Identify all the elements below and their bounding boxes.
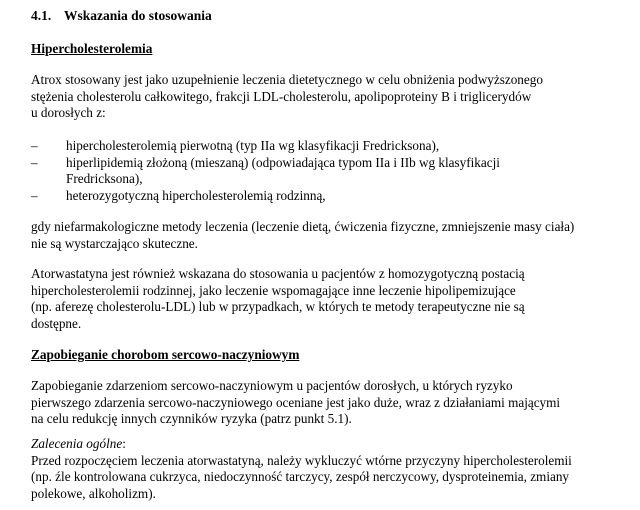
section-number: 4.1. (31, 8, 52, 23)
indication-list (31, 138, 500, 204)
general-label-line (31, 436, 572, 453)
general-recommendations-paragraph (31, 436, 572, 502)
homozygous-paragraph (31, 266, 525, 332)
list-item-text: hipercholesterolemią pierwotną (typ IIa wg klasyfikacji Fredricksona), (66, 138, 440, 153)
paragraph-line: (np. aferezę cholesterolu-LDL) lub w przypadkach, w których te metody terapeutyczne nie są (31, 299, 525, 314)
paragraph-line: (np. źle kontrolowana cukrzyca, niedoczynność tarczycy, zespół nerczycowy, dysproteinemia, zmiany (31, 469, 570, 484)
condition-paragraph (31, 219, 574, 252)
paragraph-line: Zapobieganie zdarzeniom sercowo-naczyniowym u pacjentów dorosłych, u których ryzyko (31, 378, 513, 393)
section-title (31, 8, 212, 25)
list-item (31, 155, 500, 188)
cardiovascular-heading: Zapobieganie chorobom sercowo-naczyniowym (31, 347, 300, 362)
general-label-suffix: : (122, 436, 126, 451)
list-item (31, 188, 500, 205)
cardiovascular-paragraph (31, 378, 560, 428)
paragraph-line: polekowe, alkoholizm). (31, 485, 156, 501)
paragraph-line: Atrox stosowany jest jako uzupełnienie leczenia dietetycznego w celu obniżenia podwyższonego (31, 72, 543, 87)
list-item-text: heterozygotyczną hipercholesterolemią rodzinną, (66, 187, 326, 203)
dash-bullet: – (31, 154, 38, 170)
paragraph-line: stężenia cholesterolu całkowitego, frakcji LDL-cholesterolu, apolipoproteiny B i triglicerydów (31, 88, 532, 104)
paragraph-line: Atorwastatyna jest również wskazana do stosowania u pacjentów z homozygotyczną postacią (31, 266, 525, 281)
paragraph-line: pierwszego zdarzenia sercowo-naczyniowego oceniane jest jako duże, wraz z działaniami mającymi (31, 394, 561, 410)
list-item-text: Fredricksona), (66, 171, 143, 186)
paragraph-line: Przed rozpoczęciem leczenia atorwastatyną, należy wykluczyć wtórne przyczyny hipercholesterolemii (31, 452, 572, 468)
paragraph-line: dostępne. (31, 315, 82, 331)
hypercholesterolemia-heading: Hipercholesterolemia (31, 41, 153, 56)
general-label: Zalecenia ogólne (31, 436, 123, 451)
dash-bullet: – (31, 138, 38, 153)
paragraph-line: nie są wystarczająco skuteczne. (31, 235, 198, 251)
list-item (31, 138, 500, 155)
paragraph-line: hipercholesterolemii rodzinnej, jako leczenie wspomagające inne leczenie hipolipemizujące (31, 282, 516, 298)
list-item-text: hiperlipidemią złożoną (mieszaną) (odpowiadająca typom IIa i IIb wg klasyfikacji (66, 154, 500, 170)
section-title-text: Wskazania do stosowania (64, 8, 212, 23)
hypercholesterolemia-intro-paragraph (31, 72, 543, 122)
paragraph-line: gdy niefarmakologiczne metody leczenia (leczenie dietą, ćwiczenia fizyczne, zmniejszenie masy ciała) (31, 219, 575, 234)
dash-bullet: – (31, 187, 38, 203)
paragraph-line: u dorosłych z: (31, 105, 106, 120)
paragraph-line: na celu redukcję innych czynników ryzyka (patrz punkt 5.1). (31, 411, 352, 426)
